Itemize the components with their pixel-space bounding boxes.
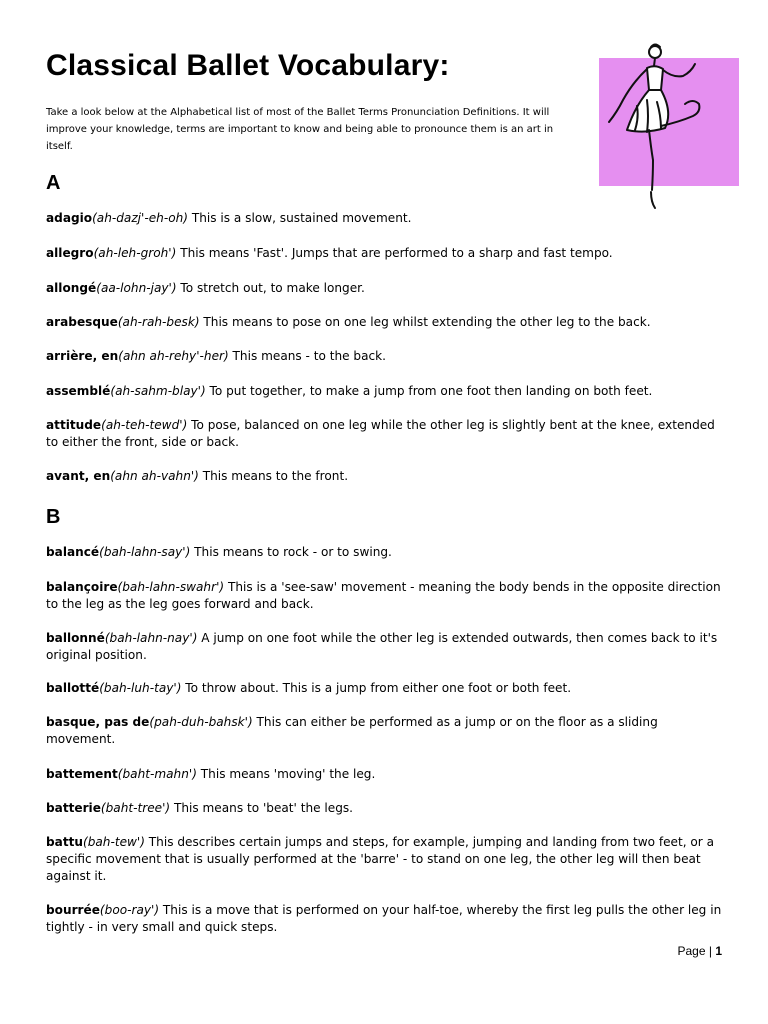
definition: To stretch out, to make longer.: [176, 281, 365, 295]
pronunciation: (bah-lahn-nay'): [104, 631, 198, 645]
glossary-entry: [46, 680, 726, 697]
definition: To pose, balanced on one leg while the other leg is slightly bent at the knee, extended to either the front, side or back.: [46, 418, 715, 449]
pronunciation: (ah-rah-besk): [117, 315, 200, 329]
term: allegro: [46, 246, 94, 260]
pronunciation: (bah-lahn-swahr'): [117, 580, 225, 594]
glossary-entry: [46, 902, 726, 936]
pronunciation: (bah-luh-tay'): [99, 681, 182, 695]
glossary-entry: [46, 210, 726, 227]
glossary-entry: [46, 468, 726, 485]
pronunciation: (bah-lahn-say'): [99, 545, 191, 559]
term: balancé: [46, 545, 100, 559]
glossary-entry: [46, 630, 726, 664]
illustration-background: [599, 58, 739, 186]
term: assemblé: [46, 384, 111, 398]
term: ballonné: [46, 631, 105, 645]
glossary-entry: [46, 766, 726, 783]
definition: This means to pose on one leg whilst extending the other leg to the back.: [199, 315, 651, 329]
pronunciation: (boo-ray'): [99, 903, 160, 917]
definition: This describes certain jumps and steps, for example, jumping and landing from two feet, or a specific movement that is usually performed at the 'barre' - to stand on one leg, the other leg will then beat against it.: [46, 835, 715, 883]
glossary-entry: [46, 314, 726, 331]
glossary-entry: [46, 579, 726, 613]
glossary-entry: [46, 348, 726, 365]
pronunciation: (aa-lohn-jay'): [96, 281, 177, 295]
pronunciation: (ah-leh-groh'): [93, 246, 177, 260]
glossary-entry: [46, 834, 726, 885]
definition: This is a slow, sustained movement.: [188, 211, 412, 225]
definition: This means 'Fast'. Jumps that are performed to a sharp and fast tempo.: [176, 246, 613, 260]
definition: A jump on one foot while the other leg is extended outwards, then comes back to it's original position.: [46, 631, 718, 662]
glossary-entry: [46, 544, 726, 561]
pronunciation: (ah-teh-tewd'): [101, 418, 188, 432]
glossary-entry: [46, 383, 726, 400]
pronunciation: (ahn ah-vahn'): [110, 469, 199, 483]
page-number: 1: [715, 944, 722, 958]
glossary-entry: [46, 245, 726, 262]
term: arabesque: [46, 315, 118, 329]
definition: This means 'moving' the leg.: [196, 767, 376, 781]
definition: To throw about. This is a jump from either one foot or both feet.: [181, 681, 572, 695]
glossary-entry: [46, 800, 726, 817]
definition: This is a 'see-saw' movement - meaning the body bends in the opposite direction to the leg as the leg goes forward and back.: [46, 580, 721, 611]
term: arrière, en: [46, 349, 119, 363]
definition: This means to rock - or to swing.: [190, 545, 392, 559]
pronunciation: (bah-tew'): [83, 835, 145, 849]
intro-paragraph: Take a look below at the Alphabetical list of most of the Ballet Terms Pronunciation Definitions. It will improve your knowledge, terms are important to know and being able to pronounce them is an art in itself.: [46, 107, 554, 152]
pronunciation: (ahn ah-rehy'-her): [118, 349, 229, 363]
pronunciation: (baht-tree'): [100, 801, 171, 815]
pronunciation: (ah-sahm-blay'): [110, 384, 206, 398]
term: adagio: [46, 211, 93, 225]
glossary-entry: [46, 417, 726, 451]
pronunciation: (baht-mahn'): [117, 767, 197, 781]
section-letter-a: A: [46, 172, 61, 194]
definition: This is a move that is performed on your half-toe, whereby the first leg pulls the other leg in tightly - in very small and quick steps.: [46, 903, 722, 934]
definition: This means to the front.: [198, 469, 349, 483]
pronunciation: (pah-duh-bahsk'): [149, 715, 253, 729]
term: ballotté: [46, 681, 100, 695]
page-title: Classical Ballet Vocabulary:: [46, 49, 450, 82]
term: allongé: [46, 281, 97, 295]
term: bourrée: [46, 903, 100, 917]
glossary-entry: [46, 280, 726, 297]
glossary-entry: [46, 714, 726, 748]
term: batterie: [46, 801, 101, 815]
pronunciation: (ah-dazj'-eh-oh): [92, 211, 188, 225]
section-letter-b: B: [46, 506, 61, 528]
page-footer: [678, 944, 723, 958]
definition: To put together, to make a jump from one foot then landing on both feet.: [205, 384, 653, 398]
term: battu: [46, 835, 83, 849]
term: balançoire: [46, 580, 118, 594]
ballerina-illustration: [599, 42, 739, 212]
term: battement: [46, 767, 118, 781]
term: avant, en: [46, 469, 111, 483]
definition: This can either be performed as a jump or on the floor as a sliding movement.: [46, 715, 658, 746]
definition: This means to 'beat' the legs.: [170, 801, 354, 815]
term: attitude: [46, 418, 102, 432]
term: basque, pas de: [46, 715, 150, 729]
footer-label: Page |: [677, 944, 716, 958]
definition: This means - to the back.: [228, 349, 387, 363]
